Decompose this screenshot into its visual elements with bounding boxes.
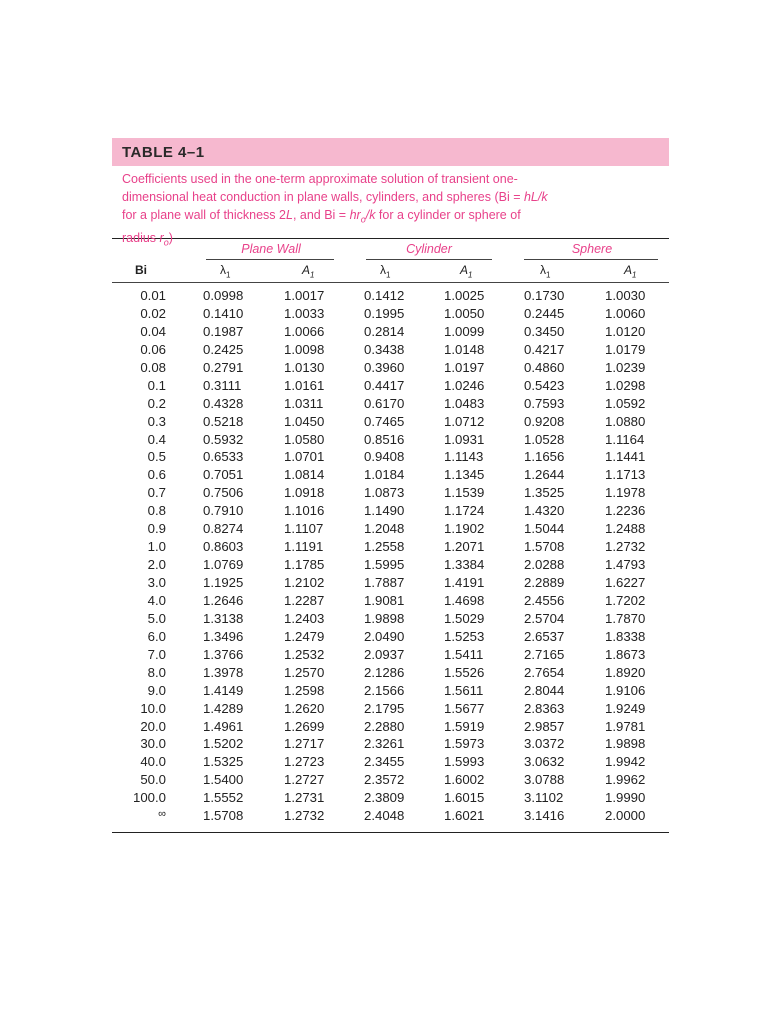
col-sph-lambda-sub: 1 xyxy=(546,270,551,280)
cell-sph-lambda: 0.9208 xyxy=(524,413,565,429)
table-row xyxy=(112,288,669,306)
col-plane-lambda-sym: λ xyxy=(220,263,226,277)
column-header-row xyxy=(112,260,669,282)
cell-plane-a: 1.0033 xyxy=(284,305,325,321)
cell-sph-lambda: 2.7165 xyxy=(524,646,565,662)
cell-plane-a: 1.2620 xyxy=(284,700,325,716)
col-sph-a xyxy=(624,263,636,279)
table-row xyxy=(112,575,669,593)
col-cyl-a-sym: A xyxy=(460,263,469,277)
cell-cyl-a: 1.5253 xyxy=(444,628,485,644)
cell-plane-a: 1.0580 xyxy=(284,431,325,447)
cell-cyl-a: 1.5029 xyxy=(444,610,485,626)
cell-cyl-lambda: 2.1795 xyxy=(364,700,405,716)
cell-cyl-lambda: 0.9408 xyxy=(364,449,405,465)
caption-text-bi: , and Bi = xyxy=(292,208,350,222)
cell-cyl-lambda: 2.2880 xyxy=(364,718,405,734)
cell-cyl-lambda: 0.8516 xyxy=(364,431,405,447)
cell-cyl-lambda: 2.3572 xyxy=(364,772,405,788)
cell-cyl-lambda: 2.3455 xyxy=(364,754,405,770)
cell-cyl-a: 1.3384 xyxy=(444,557,485,573)
table-row xyxy=(112,342,669,360)
cell-sph-lambda: 2.6537 xyxy=(524,628,565,644)
cell-plane-lambda: 1.5202 xyxy=(203,736,244,752)
cell-sph-lambda: 0.4860 xyxy=(524,359,565,375)
cell-plane-lambda: 0.1410 xyxy=(203,305,244,321)
cell-sph-lambda: 3.0632 xyxy=(524,754,565,770)
cell-bi: 100.0 xyxy=(132,790,166,806)
cell-cyl-a: 1.5611 xyxy=(444,682,484,698)
cell-cyl-a: 1.0483 xyxy=(444,395,485,411)
caption-text-cyl: for a cylinder or sphere of xyxy=(375,208,521,222)
cell-bi: 0.8 xyxy=(147,503,166,519)
cell-sph-lambda: 3.0788 xyxy=(524,772,565,788)
cell-plane-lambda: 0.0998 xyxy=(203,288,244,303)
cell-bi: 8.0 xyxy=(147,664,166,680)
cell-sph-a: 1.8338 xyxy=(605,628,646,644)
cell-plane-a: 1.2287 xyxy=(284,592,325,608)
cell-cyl-a: 1.6002 xyxy=(444,772,485,788)
table-row xyxy=(112,790,669,808)
cell-cyl-lambda: 1.5995 xyxy=(364,557,405,573)
cell-plane-a: 1.2727 xyxy=(284,772,325,788)
cell-plane-a: 1.2699 xyxy=(284,718,325,734)
cell-sph-a: 1.1713 xyxy=(605,467,646,483)
col-bi: Bi xyxy=(135,263,147,277)
col-plane-lambda-sub: 1 xyxy=(226,270,231,280)
cell-cyl-a: 1.0148 xyxy=(444,341,485,357)
col-cyl-a xyxy=(460,263,472,279)
cell-cyl-a: 1.5411 xyxy=(444,646,484,662)
col-cyl-lambda-sub: 1 xyxy=(386,270,391,280)
table-row xyxy=(112,467,669,485)
cell-cyl-lambda: 1.0184 xyxy=(364,467,405,483)
cell-plane-lambda: 0.1987 xyxy=(203,323,244,339)
cell-plane-a: 1.0066 xyxy=(284,323,325,339)
cell-plane-a: 1.2570 xyxy=(284,664,325,680)
cell-plane-lambda: 1.3138 xyxy=(203,610,244,626)
cell-sph-lambda: 0.3450 xyxy=(524,323,565,339)
cell-cyl-lambda: 2.4048 xyxy=(364,808,405,824)
cell-cyl-a: 1.5919 xyxy=(444,718,485,734)
cell-plane-lambda: 1.3766 xyxy=(203,646,244,662)
cell-plane-a: 1.2102 xyxy=(284,575,325,590)
cell-plane-a: 1.1191 xyxy=(284,539,324,555)
cell-sph-a: 1.8673 xyxy=(605,646,646,662)
cell-bi: 0.08 xyxy=(140,359,166,375)
cell-sph-lambda: 1.4320 xyxy=(524,503,565,519)
cell-cyl-lambda: 2.1566 xyxy=(364,682,405,698)
cell-plane-lambda: 0.2791 xyxy=(203,359,244,375)
cell-plane-lambda: 0.4328 xyxy=(203,395,244,411)
cell-sph-lambda: 0.1730 xyxy=(524,288,565,303)
cell-sph-a: 1.0298 xyxy=(605,377,646,393)
table-row xyxy=(112,432,669,450)
cell-sph-a: 1.9781 xyxy=(605,718,646,734)
caption-var-k: /k xyxy=(365,208,376,222)
cell-cyl-a: 1.1539 xyxy=(444,485,485,501)
table-row xyxy=(112,701,669,719)
cell-plane-lambda: 1.5325 xyxy=(203,754,244,770)
cell-cyl-lambda: 1.9081 xyxy=(364,592,405,608)
cell-cyl-lambda: 1.1490 xyxy=(364,503,405,519)
cell-cyl-lambda: 2.3809 xyxy=(364,790,405,806)
group-plane-wall: Plane Wall xyxy=(241,242,301,256)
cell-cyl-a: 1.5993 xyxy=(444,754,485,770)
table-row xyxy=(112,521,669,539)
cell-plane-a: 1.2732 xyxy=(284,808,325,824)
cell-plane-a: 1.0161 xyxy=(284,377,325,393)
caption-close: ) xyxy=(168,230,173,245)
cell-sph-a: 1.9942 xyxy=(605,754,646,770)
cell-plane-a: 1.0017 xyxy=(284,288,325,303)
cell-sph-lambda: 2.7654 xyxy=(524,664,565,680)
cell-plane-lambda: 1.5552 xyxy=(203,790,244,806)
cell-cyl-a: 1.0050 xyxy=(444,305,485,321)
cell-cyl-a: 1.0025 xyxy=(444,288,485,303)
cell-plane-lambda: 1.2646 xyxy=(203,592,244,608)
cell-plane-a: 1.1107 xyxy=(284,521,324,537)
cell-plane-a: 1.0450 xyxy=(284,413,325,429)
cell-cyl-a: 1.5526 xyxy=(444,664,485,680)
table-row xyxy=(112,557,669,575)
cell-plane-a: 1.0701 xyxy=(284,449,325,465)
cell-plane-a: 1.1016 xyxy=(284,503,325,519)
cell-bi: 6.0 xyxy=(147,628,166,644)
cell-cyl-lambda: 0.3438 xyxy=(364,341,405,357)
cell-cyl-a: 1.0246 xyxy=(444,377,485,393)
cell-sph-lambda: 0.5423 xyxy=(524,377,565,393)
cell-plane-lambda: 1.4961 xyxy=(203,718,244,734)
cell-sph-lambda: 2.9857 xyxy=(524,718,565,734)
table-row xyxy=(112,754,669,772)
cell-cyl-lambda: 1.2558 xyxy=(364,539,405,555)
cell-bi: 0.9 xyxy=(147,521,166,537)
bottom-rule xyxy=(112,832,669,833)
table-title-bar xyxy=(112,138,669,166)
cell-cyl-a: 1.4191 xyxy=(444,575,485,590)
cell-cyl-lambda: 1.2048 xyxy=(364,521,405,537)
col-cyl-lambda-sym: λ xyxy=(380,263,386,277)
cell-sph-lambda: 1.2644 xyxy=(524,467,565,483)
cell-sph-lambda: 3.1102 xyxy=(524,790,564,806)
table-row xyxy=(112,360,669,378)
cell-cyl-lambda: 0.1995 xyxy=(364,305,405,321)
cell-bi: 0.7 xyxy=(147,485,166,501)
cell-plane-lambda: 0.2425 xyxy=(203,341,244,357)
table-row xyxy=(112,665,669,683)
cell-plane-lambda: 1.0769 xyxy=(203,557,244,573)
table-row xyxy=(112,539,669,557)
cell-plane-lambda: 1.5708 xyxy=(203,808,244,824)
col-cyl-lambda xyxy=(380,263,390,279)
cell-plane-a: 1.2717 xyxy=(284,736,325,752)
caption-line-3: for a plane wall of thickness 2 xyxy=(122,208,286,222)
cell-plane-a: 1.2731 xyxy=(284,790,325,806)
cell-plane-lambda: 1.1925 xyxy=(203,575,244,590)
caption-line-1: Coefficients used in the one-term approximate solution of transient one- xyxy=(122,172,518,186)
table-row xyxy=(112,647,669,665)
caption-var-hr: hr xyxy=(349,208,361,222)
cell-sph-a: 1.0030 xyxy=(605,288,646,303)
col-plane-a-sub: 1 xyxy=(310,270,315,280)
cell-plane-lambda: 0.6533 xyxy=(203,449,244,465)
col-plane-a-sym: A xyxy=(302,263,311,277)
cell-cyl-lambda: 0.1412 xyxy=(364,288,405,303)
cell-bi: 20.0 xyxy=(140,718,166,734)
cell-bi: 40.0 xyxy=(140,754,166,770)
table-row xyxy=(112,485,669,503)
cell-bi: 2.0 xyxy=(147,557,166,573)
cell-bi: ∞ xyxy=(158,808,166,821)
cell-cyl-lambda: 0.4417 xyxy=(364,377,405,393)
cell-cyl-lambda: 2.0490 xyxy=(364,628,405,644)
cell-sph-lambda: 2.4556 xyxy=(524,592,565,608)
cell-sph-lambda: 1.5708 xyxy=(524,539,565,555)
caption-sub-o: o xyxy=(360,214,366,225)
cell-bi: 0.2 xyxy=(147,395,166,411)
cell-bi: 5.0 xyxy=(147,610,166,626)
table-row xyxy=(112,324,669,342)
group-header-row xyxy=(112,239,669,260)
cell-bi: 3.0 xyxy=(147,575,166,590)
cell-cyl-a: 1.1143 xyxy=(444,449,484,465)
cell-sph-a: 1.9898 xyxy=(605,736,646,752)
cell-plane-lambda: 1.4149 xyxy=(203,682,244,698)
cell-cyl-a: 1.4698 xyxy=(444,592,485,608)
cell-plane-lambda: 0.8274 xyxy=(203,521,244,537)
cell-sph-a: 1.7870 xyxy=(605,610,646,626)
cell-bi: 1.0 xyxy=(147,539,166,555)
table-row xyxy=(112,736,669,754)
cell-sph-lambda: 1.3525 xyxy=(524,485,565,501)
caption-sub-o2: o xyxy=(163,237,169,247)
cell-plane-a: 1.2723 xyxy=(284,754,325,770)
cell-sph-lambda: 2.5704 xyxy=(524,610,565,626)
table-row xyxy=(112,414,669,432)
cell-sph-a: 1.2236 xyxy=(605,503,646,519)
cell-bi: 0.01 xyxy=(140,288,166,303)
cell-bi: 0.1 xyxy=(147,377,166,393)
col-sph-lambda xyxy=(540,263,550,279)
cell-sph-a: 1.0239 xyxy=(605,359,646,375)
table-row xyxy=(112,719,669,737)
table-row xyxy=(112,808,669,826)
cell-cyl-a: 1.5973 xyxy=(444,736,485,752)
cell-sph-lambda: 2.8044 xyxy=(524,682,565,698)
cell-sph-a: 1.0592 xyxy=(605,395,646,411)
cell-bi: 0.5 xyxy=(147,449,166,465)
cell-sph-lambda: 0.2445 xyxy=(524,305,565,321)
cell-plane-a: 1.1785 xyxy=(284,557,325,573)
cell-sph-a: 1.7202 xyxy=(605,592,646,608)
cell-sph-lambda: 1.0528 xyxy=(524,431,565,447)
cell-sph-lambda: 3.1416 xyxy=(524,808,565,824)
col-sph-a-sub: 1 xyxy=(632,270,637,280)
cell-plane-lambda: 0.7506 xyxy=(203,485,244,501)
table-row xyxy=(112,629,669,647)
cell-plane-lambda: 0.5932 xyxy=(203,431,244,447)
cell-plane-a: 1.0098 xyxy=(284,341,325,357)
cell-bi: 0.4 xyxy=(147,431,166,447)
cell-cyl-a: 1.0712 xyxy=(444,413,485,429)
cell-sph-a: 1.1978 xyxy=(605,485,646,501)
cell-sph-a: 1.9990 xyxy=(605,790,646,806)
cell-bi: 50.0 xyxy=(140,772,166,788)
cell-cyl-a: 1.6015 xyxy=(444,790,485,806)
caption-line-2: dimensional heat conduction in plane walls, cylinders, and spheres (Bi = xyxy=(122,190,524,204)
col-sph-a-sym: A xyxy=(624,263,633,277)
cell-bi: 10.0 xyxy=(140,700,166,716)
cell-sph-a: 1.1441 xyxy=(605,449,646,465)
cell-bi: 0.02 xyxy=(140,305,166,321)
cell-plane-lambda: 0.5218 xyxy=(203,413,244,429)
cell-sph-a: 1.2732 xyxy=(605,539,646,555)
cell-cyl-a: 1.2071 xyxy=(444,539,485,555)
cell-bi: 0.6 xyxy=(147,467,166,483)
cell-cyl-a: 1.0931 xyxy=(444,431,485,447)
caption-var-hlk: hL/k xyxy=(523,190,548,204)
table-row xyxy=(112,396,669,414)
cell-cyl-lambda: 0.6170 xyxy=(364,395,405,411)
cell-plane-lambda: 0.7910 xyxy=(203,503,244,519)
cell-sph-lambda: 2.8363 xyxy=(524,700,565,716)
cell-bi: 4.0 xyxy=(147,592,166,608)
cell-sph-lambda: 0.4217 xyxy=(524,341,565,357)
cell-bi: 0.3 xyxy=(147,413,166,429)
cell-cyl-a: 1.6021 xyxy=(444,808,485,824)
table-body xyxy=(112,283,669,832)
cell-sph-lambda: 3.0372 xyxy=(524,736,565,752)
table-caption xyxy=(112,166,669,247)
coefficient-table xyxy=(112,138,669,833)
cell-plane-a: 1.2403 xyxy=(284,610,325,626)
cell-bi: 7.0 xyxy=(147,646,166,662)
cell-sph-a: 1.2488 xyxy=(605,521,646,537)
cell-plane-a: 1.2598 xyxy=(284,682,325,698)
cell-cyl-lambda: 2.0937 xyxy=(364,646,405,662)
caption-line-4: radius xyxy=(122,230,160,245)
cell-cyl-a: 1.1902 xyxy=(444,521,485,537)
cell-plane-a: 1.0918 xyxy=(284,485,325,501)
table-row xyxy=(112,611,669,629)
cell-cyl-lambda: 2.3261 xyxy=(364,736,405,752)
caption-var-l: L xyxy=(285,208,293,222)
cell-sph-a: 1.0880 xyxy=(605,413,646,429)
cell-sph-a: 2.0000 xyxy=(605,808,646,824)
col-plane-a xyxy=(302,263,314,279)
cell-sph-lambda: 1.5044 xyxy=(524,521,565,537)
group-sphere: Sphere xyxy=(571,242,613,256)
table-row xyxy=(112,306,669,324)
cell-plane-a: 1.2532 xyxy=(284,646,325,662)
cell-sph-a: 1.9962 xyxy=(605,772,646,788)
cell-cyl-lambda: 1.9898 xyxy=(364,610,405,626)
cell-plane-lambda: 1.4289 xyxy=(203,700,244,716)
cell-bi: 0.04 xyxy=(140,323,166,339)
cell-sph-a: 1.9249 xyxy=(605,700,646,716)
cell-cyl-lambda: 1.7887 xyxy=(364,575,405,590)
cell-bi: 30.0 xyxy=(140,736,166,752)
table-row xyxy=(112,593,669,611)
cell-plane-a: 1.0130 xyxy=(284,359,325,375)
cell-sph-lambda: 1.1656 xyxy=(524,449,565,465)
col-plane-lambda xyxy=(220,263,230,279)
cell-cyl-lambda: 1.0873 xyxy=(364,485,405,501)
caption-var-r: r xyxy=(159,230,164,245)
cell-sph-a: 1.9106 xyxy=(605,682,646,698)
cell-sph-a: 1.0060 xyxy=(605,305,646,321)
cell-cyl-a: 1.1724 xyxy=(444,503,485,519)
cell-sph-a: 1.0179 xyxy=(605,341,646,357)
cell-plane-lambda: 0.8603 xyxy=(203,539,244,555)
cell-cyl-a: 1.0197 xyxy=(444,359,485,375)
cell-plane-a: 1.2479 xyxy=(284,628,325,644)
cell-bi: 0.06 xyxy=(140,341,166,357)
table-row xyxy=(112,378,669,396)
table-row xyxy=(112,683,669,701)
cell-sph-lambda: 0.7593 xyxy=(524,395,565,411)
table-row xyxy=(112,449,669,467)
cell-cyl-lambda: 2.1286 xyxy=(364,664,405,680)
cell-bi: 9.0 xyxy=(147,682,166,698)
cell-cyl-a: 1.5677 xyxy=(444,700,485,716)
cell-plane-lambda: 0.7051 xyxy=(203,467,244,483)
cell-plane-a: 1.0311 xyxy=(284,395,324,411)
table-row xyxy=(112,772,669,790)
table-row xyxy=(112,503,669,521)
cell-plane-lambda: 1.5400 xyxy=(203,772,244,788)
cell-cyl-lambda: 0.3960 xyxy=(364,359,405,375)
cell-sph-a: 1.1164 xyxy=(605,431,645,447)
cell-cyl-lambda: 0.2814 xyxy=(364,323,405,339)
col-sph-lambda-sym: λ xyxy=(540,263,546,277)
group-cylinder: Cylinder xyxy=(406,242,452,256)
cell-cyl-a: 1.1345 xyxy=(444,467,485,483)
cell-plane-a: 1.0814 xyxy=(284,467,325,483)
cell-sph-a: 1.8920 xyxy=(605,664,646,680)
cell-plane-lambda: 0.3111 xyxy=(203,377,242,393)
cell-sph-a: 1.4793 xyxy=(605,557,646,573)
cell-cyl-lambda: 0.7465 xyxy=(364,413,405,429)
cell-plane-lambda: 1.3496 xyxy=(203,628,244,644)
cell-sph-a: 1.0120 xyxy=(605,323,646,339)
cell-sph-a: 1.6227 xyxy=(605,575,646,590)
cell-sph-lambda: 2.0288 xyxy=(524,557,565,573)
cell-cyl-a: 1.0099 xyxy=(444,323,485,339)
table-title: TABLE 4–1 xyxy=(122,143,205,161)
col-cyl-a-sub: 1 xyxy=(468,270,473,280)
cell-plane-lambda: 1.3978 xyxy=(203,664,244,680)
cell-sph-lambda: 2.2889 xyxy=(524,575,565,590)
